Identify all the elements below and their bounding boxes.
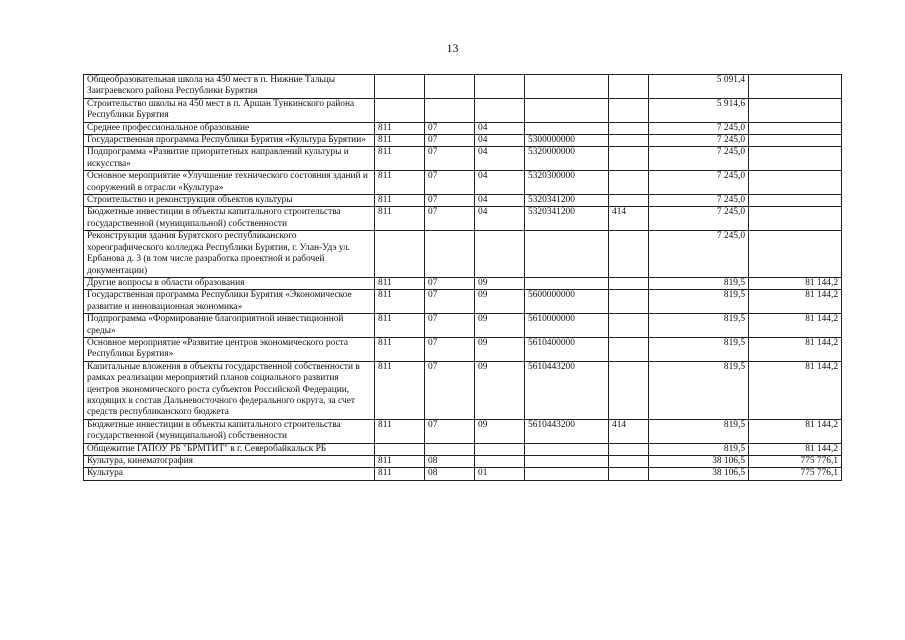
expense-type-code <box>609 468 649 480</box>
expense-type-code <box>609 231 649 278</box>
amount-1: 5 091,4 <box>649 75 749 99</box>
subsection-code <box>475 75 525 99</box>
row-name: Другие вопросы в области образования <box>84 277 375 289</box>
ved-code <box>375 443 425 455</box>
section-code: 08 <box>425 468 475 480</box>
amount-2 <box>749 171 842 195</box>
budget-table <box>83 74 842 481</box>
amount-1: 38 106,5 <box>649 456 749 468</box>
subsection-code <box>475 443 525 455</box>
row-name: Подпрограмма «Формирование благоприятной инвестиционной среды» <box>84 314 375 338</box>
table-row <box>84 290 842 314</box>
table-row <box>84 135 842 147</box>
row-name: Подпрограмма «Развитие приоритетных направлений культуры и искусства» <box>84 147 375 171</box>
amount-2: 81 144,2 <box>749 314 842 338</box>
section-code: 07 <box>425 277 475 289</box>
amount-1: 5 914,6 <box>649 98 749 122</box>
row-name: Реконструкция здания Бурятского республиканского хореографического колледжа Республики Бурятия, г. Улан-Удэ ул. Ербанова д. 3 (в том числе разработка проектной и рабочей документации) <box>84 231 375 278</box>
subsection-code: 04 <box>475 122 525 134</box>
expense-type-code <box>609 337 649 361</box>
table-row <box>84 75 842 99</box>
amount-2 <box>749 195 842 207</box>
section-code: 07 <box>425 171 475 195</box>
target-article-code: 5600000000 <box>525 290 609 314</box>
amount-1: 38 106,5 <box>649 468 749 480</box>
target-article-code <box>525 456 609 468</box>
table-row <box>84 443 842 455</box>
subsection-code <box>475 456 525 468</box>
row-name: Государственная программа Республики Бурятия «Культура Бурятии» <box>84 135 375 147</box>
ved-code: 811 <box>375 277 425 289</box>
ved-code <box>375 231 425 278</box>
amount-1: 7 245,0 <box>649 147 749 171</box>
target-article-code <box>525 277 609 289</box>
subsection-code: 09 <box>475 419 525 443</box>
target-article-code: 5610443200 <box>525 419 609 443</box>
expense-type-code <box>609 443 649 455</box>
ved-code: 811 <box>375 147 425 171</box>
row-name: Бюджетные инвестиции в объекты капитального строительства государственной (муниципальной) собственности <box>84 419 375 443</box>
section-code: 07 <box>425 122 475 134</box>
expense-type-code <box>609 314 649 338</box>
amount-1: 819,5 <box>649 314 749 338</box>
amount-2 <box>749 135 842 147</box>
target-article-code: 5610400000 <box>525 337 609 361</box>
section-code <box>425 443 475 455</box>
target-article-code: 5320341200 <box>525 195 609 207</box>
amount-1: 7 245,0 <box>649 135 749 147</box>
table-row <box>84 98 842 122</box>
row-name: Строительство и реконструкция объектов культуры <box>84 195 375 207</box>
section-code: 07 <box>425 135 475 147</box>
amount-1: 7 245,0 <box>649 171 749 195</box>
ved-code: 811 <box>375 290 425 314</box>
section-code: 07 <box>425 361 475 419</box>
table-body <box>84 75 842 481</box>
expense-type-code <box>609 290 649 314</box>
row-name: Общеобразовательная школа на 450 мест в п. Нижние Тальцы Заиграевского района Республики Бурятия <box>84 75 375 99</box>
ved-code <box>375 75 425 99</box>
subsection-code: 04 <box>475 207 525 231</box>
amount-1: 7 245,0 <box>649 122 749 134</box>
expense-type-code <box>609 135 649 147</box>
target-article-code: 5320341200 <box>525 207 609 231</box>
ved-code: 811 <box>375 337 425 361</box>
table-row <box>84 195 842 207</box>
amount-1: 819,5 <box>649 290 749 314</box>
subsection-code: 09 <box>475 277 525 289</box>
row-name: Среднее профессиональное образование <box>84 122 375 134</box>
subsection-code: 04 <box>475 147 525 171</box>
subsection-code <box>475 231 525 278</box>
expense-type-code <box>609 98 649 122</box>
expense-type-code <box>609 456 649 468</box>
section-code <box>425 75 475 99</box>
expense-type-code: 414 <box>609 419 649 443</box>
target-article-code: 5610000000 <box>525 314 609 338</box>
target-article-code <box>525 98 609 122</box>
row-name: Культура, кинематография <box>84 456 375 468</box>
section-code: 07 <box>425 195 475 207</box>
table-row <box>84 277 842 289</box>
row-name: Бюджетные инвестиции в объекты капитального строительства государственной (муниципальной) собственности <box>84 207 375 231</box>
table-row <box>84 122 842 134</box>
expense-type-code <box>609 195 649 207</box>
amount-2 <box>749 98 842 122</box>
row-name: Капитальные вложения в объекты государственной собственности в рамках реализации мероприятий планов социального развития центров экономического роста субъектов Российской Федерации, входящих в состав Дальневосточного федерального округа, за счет средств республиканского бюджета <box>84 361 375 419</box>
amount-2 <box>749 75 842 99</box>
amount-2: 81 144,2 <box>749 443 842 455</box>
subsection-code: 04 <box>475 195 525 207</box>
target-article-code: 5320000000 <box>525 147 609 171</box>
subsection-code <box>475 98 525 122</box>
row-name: Основное мероприятие «Развитие центров экономического роста Республики Бурятия» <box>84 337 375 361</box>
section-code: 07 <box>425 314 475 338</box>
target-article-code <box>525 231 609 278</box>
expense-type-code <box>609 361 649 419</box>
row-name: Основное мероприятие «Улучшение технического состояния зданий и сооружений в отрасли «Культура» <box>84 171 375 195</box>
section-code: 07 <box>425 290 475 314</box>
ved-code: 811 <box>375 195 425 207</box>
table-row <box>84 207 842 231</box>
amount-1: 819,5 <box>649 361 749 419</box>
amount-1: 7 245,0 <box>649 207 749 231</box>
row-name: Строительство школы на 450 мест в п. Аршан Тункинского района Республики Бурятия <box>84 98 375 122</box>
amount-2: 81 144,2 <box>749 361 842 419</box>
section-code: 07 <box>425 147 475 171</box>
amount-2: 775 776,1 <box>749 456 842 468</box>
amount-1: 819,5 <box>649 419 749 443</box>
amount-2 <box>749 122 842 134</box>
target-article-code: 5320300000 <box>525 171 609 195</box>
amount-2 <box>749 147 842 171</box>
section-code: 08 <box>425 456 475 468</box>
ved-code: 811 <box>375 171 425 195</box>
ved-code: 811 <box>375 361 425 419</box>
subsection-code: 09 <box>475 337 525 361</box>
row-name: Общежитие ГАПОУ РБ "БРМТИТ" в г. Северобайкальск РБ <box>84 443 375 455</box>
ved-code: 811 <box>375 122 425 134</box>
row-name: Культура <box>84 468 375 480</box>
amount-1: 819,5 <box>649 443 749 455</box>
target-article-code: 5300000000 <box>525 135 609 147</box>
subsection-code: 09 <box>475 290 525 314</box>
expense-type-code <box>609 75 649 99</box>
table-row <box>84 314 842 338</box>
target-article-code <box>525 468 609 480</box>
ved-code <box>375 98 425 122</box>
amount-1: 819,5 <box>649 337 749 361</box>
amount-2: 81 144,2 <box>749 290 842 314</box>
amount-2 <box>749 231 842 278</box>
target-article-code <box>525 122 609 134</box>
amount-1: 7 245,0 <box>649 195 749 207</box>
table-row <box>84 468 842 480</box>
amount-1: 7 245,0 <box>649 231 749 278</box>
subsection-code: 01 <box>475 468 525 480</box>
table-row <box>84 147 842 171</box>
table-row <box>84 361 842 419</box>
table-row <box>84 337 842 361</box>
ved-code: 811 <box>375 314 425 338</box>
ved-code: 811 <box>375 419 425 443</box>
ved-code: 811 <box>375 456 425 468</box>
section-code: 07 <box>425 419 475 443</box>
page-number: 13 <box>446 41 459 55</box>
section-code: 07 <box>425 207 475 231</box>
table-row <box>84 171 842 195</box>
ved-code: 811 <box>375 207 425 231</box>
expense-type-code <box>609 171 649 195</box>
ved-code: 811 <box>375 468 425 480</box>
row-name: Государственная программа Республики Бурятия «Экономическое развитие и инновационная экономика» <box>84 290 375 314</box>
subsection-code: 04 <box>475 135 525 147</box>
target-article-code <box>525 75 609 99</box>
expense-type-code <box>609 122 649 134</box>
ved-code: 811 <box>375 135 425 147</box>
amount-2 <box>749 207 842 231</box>
target-article-code <box>525 443 609 455</box>
table-row <box>84 231 842 278</box>
expense-type-code <box>609 277 649 289</box>
amount-2: 81 144,2 <box>749 419 842 443</box>
amount-1: 819,5 <box>649 277 749 289</box>
amount-2: 81 144,2 <box>749 277 842 289</box>
table-row <box>84 419 842 443</box>
section-code <box>425 231 475 278</box>
subsection-code: 09 <box>475 361 525 419</box>
section-code: 07 <box>425 337 475 361</box>
target-article-code: 5610443200 <box>525 361 609 419</box>
table-row <box>84 456 842 468</box>
amount-2: 81 144,2 <box>749 337 842 361</box>
expense-type-code <box>609 147 649 171</box>
expense-type-code: 414 <box>609 207 649 231</box>
subsection-code: 04 <box>475 171 525 195</box>
section-code <box>425 98 475 122</box>
subsection-code: 09 <box>475 314 525 338</box>
amount-2: 775 776,1 <box>749 468 842 480</box>
